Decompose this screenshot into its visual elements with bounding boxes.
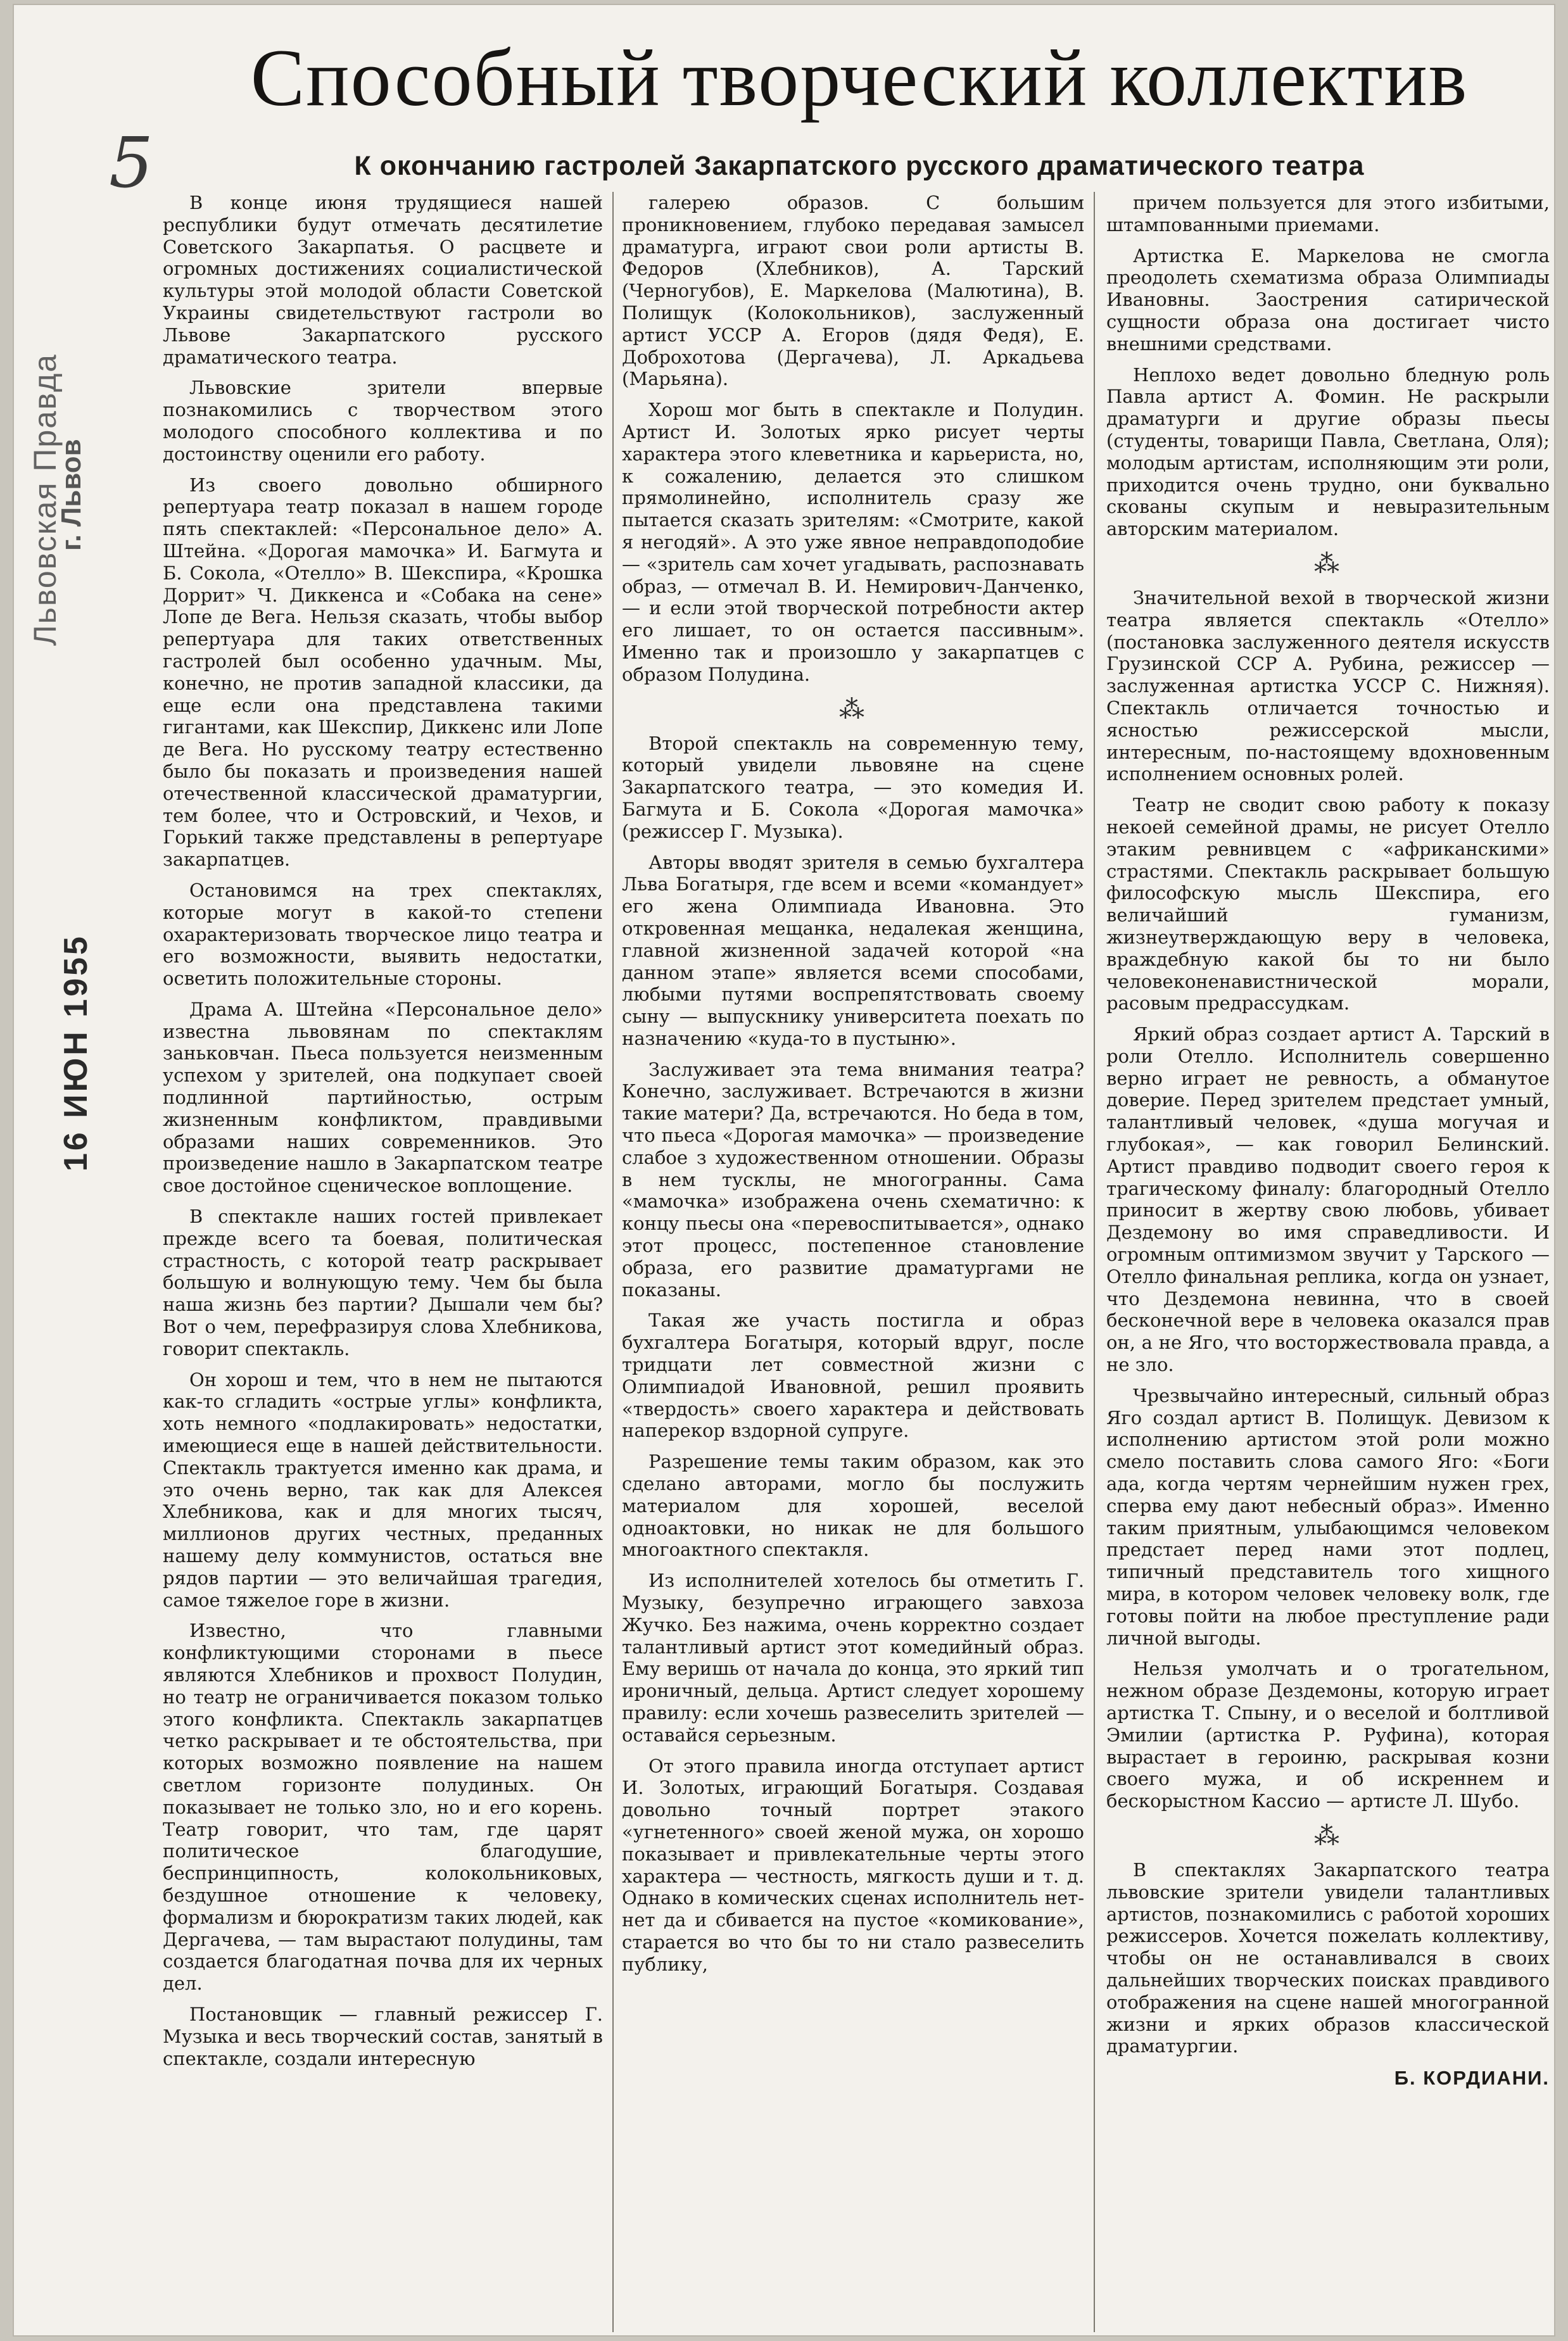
newspaper-city: г. Львов — [56, 439, 87, 551]
paragraph: В спектаклях Закарпатского театра львовские зрители увидели талантливых артистов, познакомились с работой хороших режиссеров. Хочется пожелать коллективу, чтобы он не останавливался в своих дальнейших творческих поисках правдивого отображения на сцене нашей многогранной жизни и ярких образов классической драматургии. — [1106, 1858, 1550, 2057]
paragraph: Заслуживает эта тема внимания театра? Конечно, заслуживает. Встречаются в жизни такие матери? Да, встречаются. Но беда в том, что пьеса «Дорогая мамочка» — произведение слабое з художественном отношении. Образы в нем тусклы, не многогранны. Сама «мамочка» изображена очень схематично: к концу пьесы она «перевоспитывается», однако этот процесс, постепенное становление образа, его развитие драматургами не показаны. — [622, 1058, 1084, 1301]
paragraph: Чрезвычайно интересный, сильный образ Яго создал артист В. Полищук. Девизом к исполнению артистом этой роли можно смело поставить слова самого Яго: «Боги ада, когда чертям чернейшим нужен грех, сперва ему дают небесный образ». Именно таким приятным, улыбающимся человеком предстает перед нами этот подлец, типичный представитель того хищного мира, в котором человек человеку волк, где готовы пойти на любое преступление ради личной выгоды. — [1106, 1384, 1550, 1649]
paragraph: В конце июня трудящиеся нашей республики будут отмечать десятилетие Советского Закарпатья. О расцвете и огромных достижениях социалистической культуры этой молодой области Советской Украины свидетельствуют гастроли во Львове Закарпатского русского драматического театра. — [163, 192, 603, 368]
paragraph: Второй спектакль на современную тему, который увидели львовяне на сцене Закарпатского театра, — это комедия И. Багмута и Б. Сокола «Дорогая мамочка» (режиссер Г. Музыка). — [622, 732, 1084, 842]
column-rule-1 — [612, 192, 614, 2332]
paragraph: Из исполнителей хотелось бы отметить Г. Музыку, безупречно играющего завхоза Жучко. Без нажима, очень корректно создает талантливый артист этот комедийный образ. Ему веришь от начала до конца, это яркий тип ироничный, дельца. Артист следует хорошему правилу: если хочешь развеселить зрителей — оставайся серьезным. — [622, 1570, 1084, 1746]
column-rule-2 — [1094, 192, 1095, 2332]
paragraph: Авторы вводят зрителя в семью бухгалтера Льва Богатыря, где всем и всеми «командует» его жена Олимпиада Ивановна. Это откровенная мещанка, недалекая женщина, главной жизненной задачей которой «на данном этапе» является всеми способами, любыми путями воспрепятствовать своему сыну — выпускнику университета поехать по назначению «куда-то в пустыню». — [622, 851, 1084, 1049]
article-subtitle: К окончанию гастролей Закарпатского русского драматического театра — [354, 151, 1365, 181]
paragraph: В спектакле наших гостей привлекает прежде всего та боевая, политическая страстность, с которой театр раскрывает большую и волнующую тему. Чем бы была наша жизнь без партии? Дышали чем бы? Вот о чем, перефразируя слова Хлебникова, говорит спектакль. — [163, 1206, 603, 1360]
paragraph: Постановщик — главный режиссер Г. Музыка и весь творческий состав, занятый в спектакле, создали интересную — [163, 2003, 603, 2069]
paragraph: Хорош мог быть в спектакле и Полудин. Артист И. Золотых ярко рисует черты характера этого клеветника и карьериста, но, к сожалению, делается это слишком прямолинейно, исполнитель сразу же пытается сказать зрителям: «Смотрите, какой я негодяй». А это уже явное неправдоподобие — «зритель сам хочет угадывать, распознавать образ, — отмечал В. И. Немирович-Данченко, — и если этой творческой потребности актер его лишает, то он остается пассивным». Именно так и произошло у закарпатцев с образом Полудина. — [622, 399, 1084, 685]
paragraph: Театр не сводит свою работу к показу некоей семейной драмы, не рисует Отелло этаким ревнивцем с «африканскими» страстями. Спектакль раскрывает большую философскую мысль Шекспира, его величайший гуманизм, жизнеутверждающую веру в человека, враждебную какой бы то ни было человеконенавистнической морали, расовым предрассудкам. — [1106, 794, 1550, 1014]
paragraph: Значительной вехой в творческой жизни театра является спектакль «Отелло» (постановка заслуженного деятеля искусств Грузинской ССР А. Рубина, режиссер — заслуженная артистка УССР С. Нижняя). Спектакль отличается точностью и ясностью режиссерской мысли, интересным, по-настоящему вдохновенным исполнением основных ролей. — [1106, 586, 1550, 785]
article-headline: Способный творческий коллектив — [250, 33, 1469, 123]
paragraph: причем пользуется для этого избитыми, штампованными приемами. — [1106, 192, 1550, 236]
section-divider-stars: ⁂ — [1314, 549, 1342, 579]
paragraph: Из своего довольно обширного репертуара театр показал в нашем городе пять спектаклей: «Персональное дело» А. Штейна. «Дорогая мамочка» И. Багмута и Б. Сокола, «Отелло» В. Шекспира, «Крошка Доррит» Ч. Диккенса и «Собака на сене» Лопе де Вега. Нельзя сказать, чтобы выбор репертуара для таких ответственных гастролей был особенно удачным. Мы, конечно, не против западной классики, да еще если она представлена такими гигантами, как Шекспир, Диккенс или Лопе де Вега. Но русскому театру естественно было бы показать и произведения нашей отечественной классической драматургии, тем более, что и Островский, и Чехов, и Горький также представлены в репертуаре закарпатцев. — [163, 474, 603, 871]
paragraph: Артистка Е. Маркелова не смогла преодолеть схематизма образа Олимпиады Ивановны. Заострения сатирической сущности образа она достигает чисто внешними средствами. — [1106, 244, 1550, 355]
handwritten-number: 5 — [109, 122, 153, 203]
paragraph: Неплохо ведет довольно бледную роль Павла артист А. Фомин. Не раскрыли драматурги и другие образы пьесы (студенты, товарищи Павла, Светлана, Оля); молодым артистам, исполняющим эти роли, приходится очень трудно, они буквально скованы скупым и невыразительным авторским материалом. — [1106, 363, 1550, 540]
article-column-3 — [1106, 192, 1550, 2338]
paragraph: Такая же участь постигла и образ бухгалтера Богатыря, который вдруг, после тридцати лет совместной жизни с Олимпиадой Ивановной, решил проявить «твердость» своего характера и действовать наперекор вздорной супруге. — [622, 1309, 1084, 1442]
paragraph: От этого правила иногда отступает артист И. Золотых, играющий Богатыря. Создавая довольно точный портрет этакого «угнетенного» своей женой мужа, он хорошо показывает и привлекательные черты этого характера — честность, мягкость души и т. д. Однако в комических сценах исполнитель нет-нет да и сбивается на пустое «комикование», старается во что бы то ни стало развеселить публику, — [622, 1755, 1084, 1975]
paragraph: Остановимся на трех спектаклях, которые могут в какой-то степени охарактеризовать творческое лицо театра и его возможности, выявить недостатки, осветить положительные стороны. — [163, 879, 603, 990]
paragraph: Разрешение темы таким образом, как это сделано авторами, могло бы послужить материалом для хорошей, веселой одноактовки, но никак не для большого многоактного спектакля. — [622, 1451, 1084, 1561]
paragraph: Известно, что главными конфликтующими сторонами в пьесе являются Хлебников и прохвост Полудин, но театр не ограничивается показом только этого конфликта. Спектакль закарпатцев четко раскрывает и те обстоятельства, при которых возможно появление на нашем светлом горизонте полудиных. Он показывает не только зло, но и его корень. Театр говорит, что там, где царят политическое благодушие, беспринципность, колокольниковых, бездушное отношение к человеку, формализм и бюрократизм таких людей, как Дергачева, — там вырастают полудины, там создается благодатная почва для их черных дел. — [163, 1620, 603, 1995]
newspaper-clipping — [14, 5, 1554, 2335]
date-stamp: 16 ИЮН 1955 — [58, 934, 94, 1171]
paragraph: Яркий образ создает артист А. Тарский в роли Отелло. Исполнитель совершенно верно играет не ревность, а обманутое доверие. Перед зрителем предстает умный, талантливый человек, «душа могучая и глубокая», — как говорил Белинский. Артист правдиво подводит своего героя к трагическому финалу: благородный Отелло приносит в жертву свою любовь, убивает Дездемону во имя справедливости. И огромным оптимизмом звучит у Тарского — Отелло финальная реплика, когда он узнает, что Дездемона невинна, что в своей бесконечной вере в человека оказался прав он, а не Яго, что восторжествовала правда, а не зло. — [1106, 1023, 1550, 1376]
paragraph: Нельзя умолчать и о трогательном, нежном образе Дездемоны, которую играет артистка Т. Спыну, и о веселой и болтливой Эмилии (артистка Р. Руфина), которая вырастает в героиню, раскрывая козни своего мужа, и об искреннем и бескорыстном Кассио — артисте Л. Шубо. — [1106, 1658, 1550, 1812]
author-signature: Б. КОРДИАНИ. — [1394, 2067, 1550, 2090]
clipping-margin — [6, 329, 108, 1406]
article-column-2 — [622, 192, 1084, 2338]
paragraph: Он хорош и тем, что в нем не пытаются как-то сгладить «острые углы» конфликта, хоть немного «подлакировать» недостатки, имеющиеся еще в нашей действительности. Спектакль трактуется именно как драма, и это очень верно, так как для Алексея Хлебникова, как и для многих тысяч, миллионов других честных, преданных нашему делу коммунистов, остаться вне рядов партии — это величайшая трагедия, самое тяжелое горе в жизни. — [163, 1368, 603, 1611]
article-column-1 — [163, 192, 603, 2338]
newspaper-name: Львовская Правда — [27, 353, 63, 646]
section-divider-stars: ⁂ — [1314, 1821, 1342, 1851]
paragraph: Драма А. Штейна «Персональное дело» известна львовянам по спектаклям заньковчан. Пьеса пользуется неизменным успехом у зрителей, она подкупает своей подлинной партийностью, острым жизненным конфликтом, правдивыми образами наших современников. Это произведение нашло в Закарпатском театре свое достойное сценическое воплощение. — [163, 998, 603, 1197]
paragraph: Львовские зрители впервые познакомились с творчеством этого молодого способного коллектива и по достоинству оценили его работу. — [163, 377, 603, 465]
paragraph: галерею образов. С большим проникновением, глубоко передавая замысел драматурга, играют свои роли артисты В. Федоров (Хлебников), А. Тарский (Черногубов), Е. Маркелова (Малютина), В. Полищук (Колокольников), заслуженный артист УССР А. Егоров (дядя Федя), Е. Доброхотова (Дергачева), Л. Аркадьева (Марьяна). — [622, 192, 1084, 390]
section-divider-stars: ⁂ — [839, 695, 867, 724]
